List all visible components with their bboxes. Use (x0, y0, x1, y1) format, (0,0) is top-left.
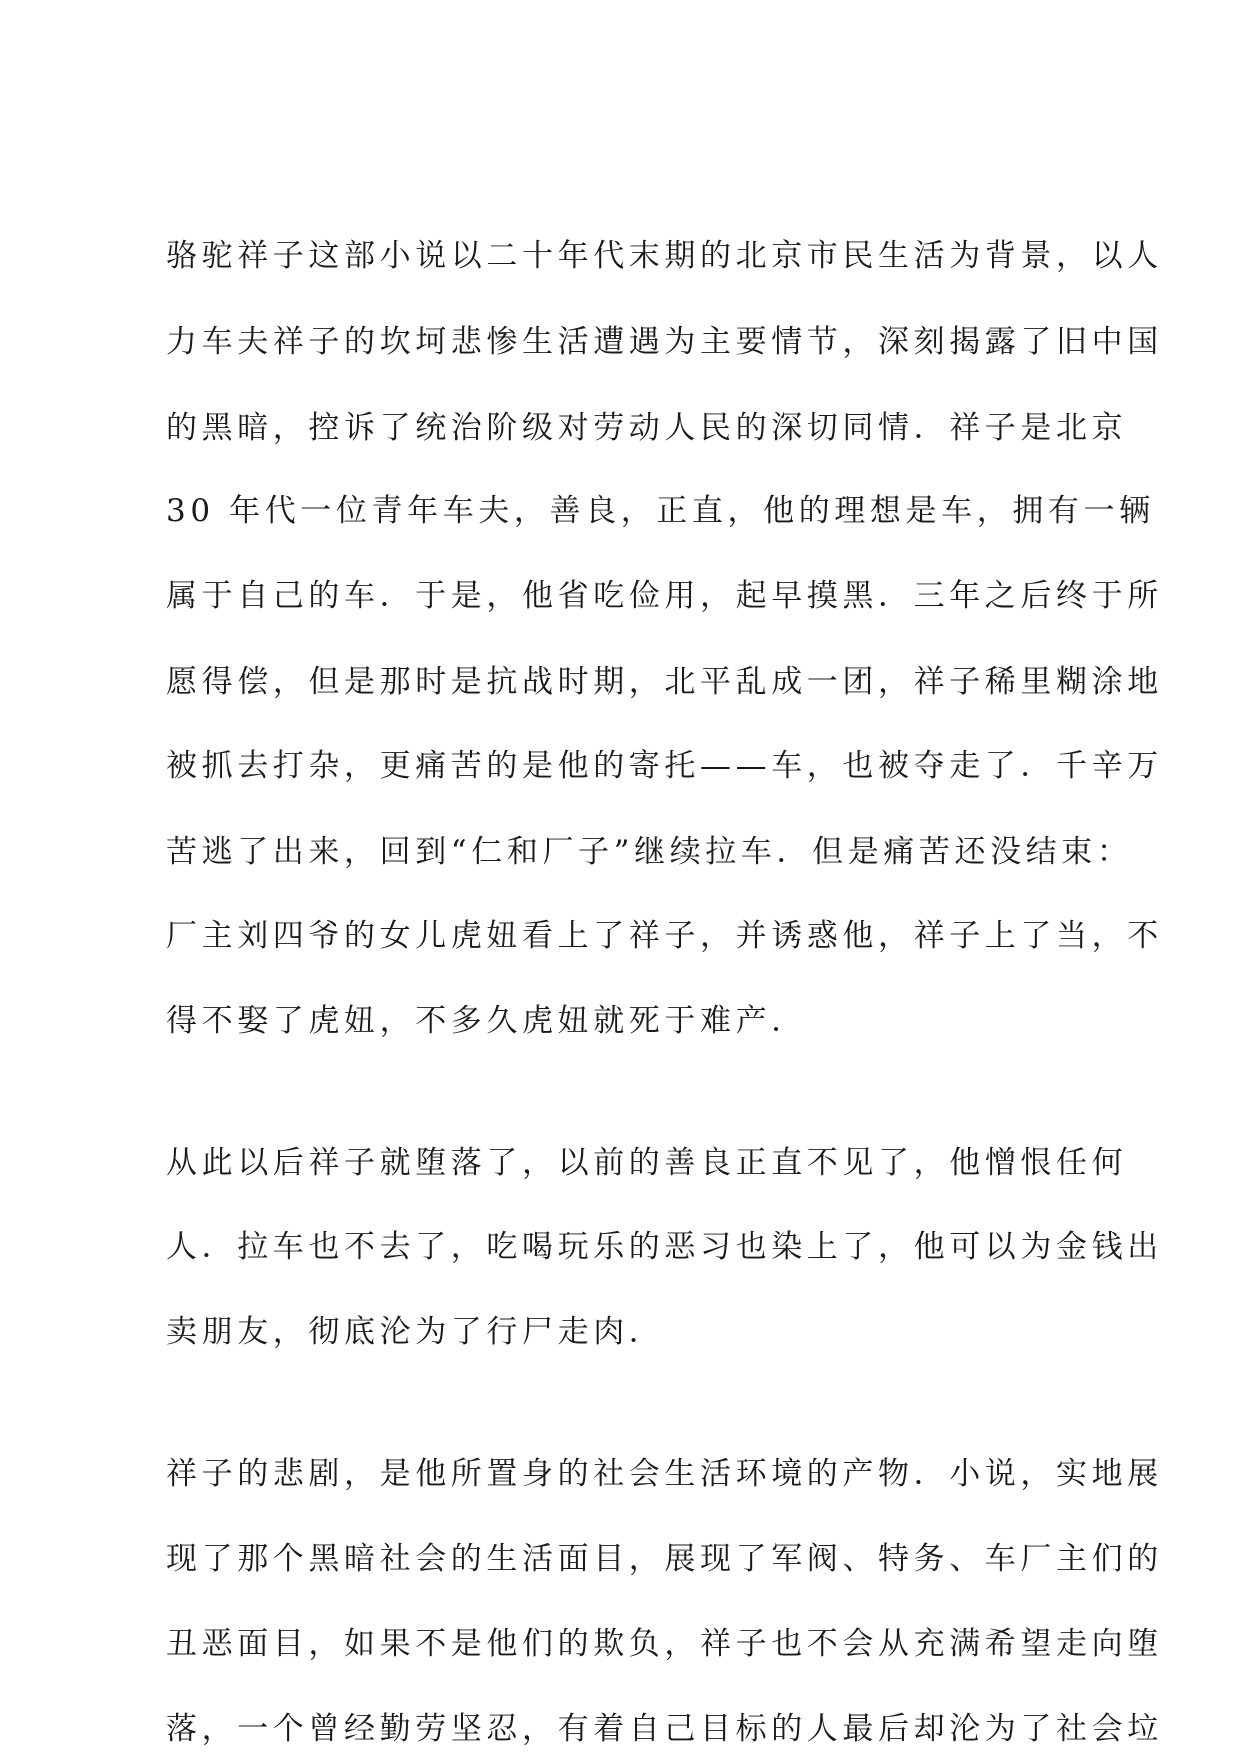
text-line: 骆驼祥子这部小说以二十年代末期的北京市民生活为背景，以人 (166, 238, 1163, 274)
text-line: 力车夫祥子的坎坷悲惨生活遭遇为主要情节，深刻揭露了旧中国 (166, 324, 1163, 360)
text-line: 的黑暗，控诉了统治阶级对劳动人民的深切同情．祥子是北京 (166, 410, 1128, 446)
text-line: 落，一个曾经勤劳坚忍，有着自己目标的人最后却沦为了社会垃 (166, 1711, 1163, 1747)
text-line: 得不娶了虎妞，不多久虎妞就死于难产． (166, 1003, 807, 1039)
text-line: 苦逃了出来，回到“仁和厂子”继续拉车．但是痛苦还没结束： (166, 834, 1133, 870)
text-line: 祥子的悲剧，是他所置身的社会生活环境的产物．小说，实地展 (166, 1456, 1163, 1492)
text-line: 现了那个黑暗社会的生活面目，展现了军阀、特务、车厂主们的 (166, 1541, 1163, 1577)
text-line: 被抓去打杂，更痛苦的是他的寄托——车，也被夺走了．千辛万 (166, 748, 1163, 784)
text-line: 厂主刘四爷的女儿虎妞看上了祥子，并诱惑他，祥子上了当，不 (166, 918, 1163, 954)
text-line: 人．拉车也不去了，吃喝玩乐的恶习也染上了，他可以为金钱出 (166, 1229, 1163, 1265)
text-line: 从此以后祥子就堕落了，以前的善良正直不见了，他憎恨任何 (166, 1145, 1128, 1181)
text-line: 丑恶面目，如果不是他们的欺负，祥子也不会从充满希望走向堕 (166, 1626, 1163, 1662)
text-line: 属于自己的车．于是，他省吃俭用，起早摸黑．三年之后终于所 (166, 578, 1163, 614)
text-line: 卖朋友，彻底沦为了行尸走肉． (166, 1314, 665, 1350)
text-line: 30 年代一位青年车夫，善良，正直，他的理想是车，拥有一辆 (166, 493, 1155, 529)
text-line: 愿得偿，但是那时是抗战时期，北平乱成一团，祥子稀里糊涂地 (166, 664, 1163, 700)
